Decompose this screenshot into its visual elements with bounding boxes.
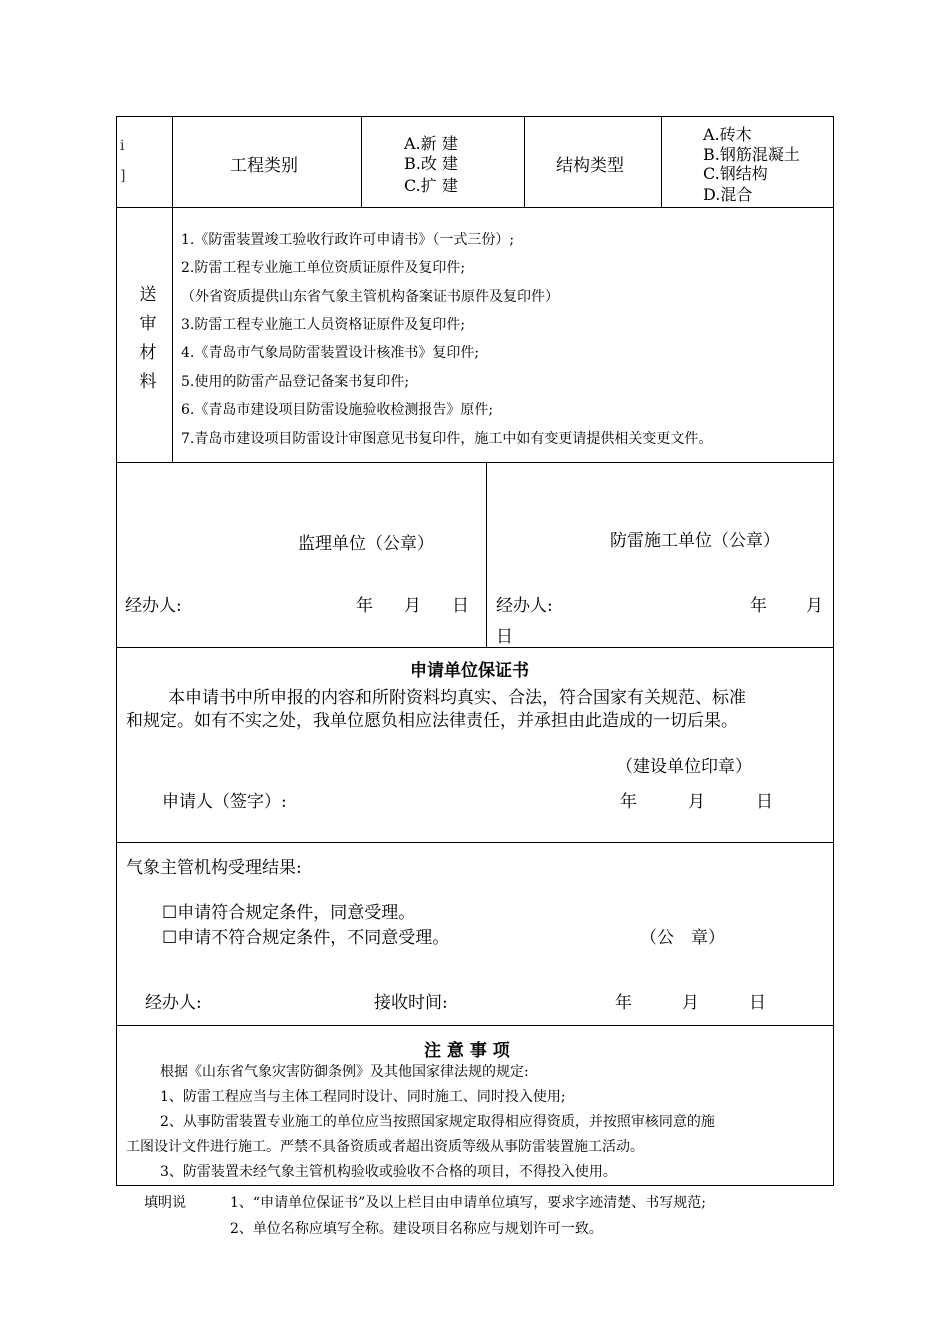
row-divider-5 — [116, 1025, 834, 1026]
material-item-4: 4.《青岛市气象局防雷装置设计核准书》复印件; — [181, 345, 480, 361]
notice-title: 注 意 事 项 — [424, 1041, 510, 1061]
side-char-3: 材 — [139, 343, 157, 363]
notice-intro: 根据《山东省气象灾害防御条例》及其他国家律法规的规定: — [160, 1064, 529, 1080]
guarantee-text-line1: 本申请书中所申报的内容和所附资料均真实、合法，符合国家有关规范、标准 — [168, 688, 746, 708]
guarantee-text-line2: 和规定。如有不实之处，我单位愿负相应法律责任，并承担由此造成的一切后果。 — [126, 711, 738, 731]
col-divider-2 — [361, 116, 362, 207]
row-divider-4 — [116, 842, 834, 843]
left-fragment-bottom: ] — [120, 168, 126, 184]
material-item-3: 3.防雷工程专业施工人员资格证原件及复印件; — [181, 317, 466, 333]
guarantee-day: 日 — [756, 792, 773, 812]
acceptance-year: 年 — [615, 993, 632, 1013]
material-item-1: 1.《防雷装置竣工验收行政许可申请书》（一式三份）; — [181, 232, 515, 248]
notice-item-1: 1、防雷工程应当与主体工程同时设计、同时施工、同时投入使用; — [160, 1089, 566, 1105]
side-char-1: 送 — [139, 285, 157, 305]
project-option-new: A.新 建 — [404, 134, 458, 153]
structure-option-steel: C.钢结构 — [703, 164, 768, 183]
construction-day: 日 — [496, 627, 513, 647]
acceptance-option-reject: ☐申请不符合规定条件，不同意受理。 — [162, 928, 450, 948]
material-item-2: 2.防雷工程专业施工单位资质证原件及复印件; — [181, 260, 466, 276]
notice-item-2-line1: 2、从事防雷装置专业施工的单位应当按照国家规定取得相应得资质，并按照审核同意的施 — [160, 1114, 715, 1130]
structure-option-concrete: B.钢筋混凝土 — [703, 145, 800, 164]
side-char-2: 审 — [139, 314, 157, 334]
receive-time-label: 接收时间: — [374, 993, 448, 1013]
left-fragment-top: i — [120, 138, 125, 154]
row-divider-3 — [116, 647, 834, 648]
construction-unit-seal: 防雷施工单位（公章） — [610, 531, 780, 551]
material-item-7: 7.青岛市建设项目防雷设计审图意见书复印件，施工中如有变更请提供相关变更文件。 — [181, 431, 713, 447]
supervisor-handler-label: 经办人: — [125, 596, 182, 616]
fill-instruction-2: 2、单位名称应填写全称。建设项目名称应与规划许可一致。 — [230, 1221, 603, 1237]
col-divider-4 — [661, 116, 662, 207]
project-option-expand: C.扩 建 — [404, 176, 458, 195]
side-char-4: 料 — [139, 372, 157, 392]
col-divider-1 — [172, 116, 173, 207]
acceptance-option-accept: ☐申请符合规定条件，同意受理。 — [162, 903, 416, 923]
notice-item-3: 3、防雷装置未经气象主管机构验收或验收不合格的项目，不得投入使用。 — [160, 1164, 617, 1180]
construction-year: 年 — [750, 596, 767, 616]
acceptance-title: 气象主管机构受理结果: — [126, 858, 302, 878]
materials-side-label — [138, 281, 158, 397]
col-divider-3 — [524, 116, 525, 207]
notice-item-2-line2: 工图设计文件进行施工。严禁不具备资质或者超出资质等级从事防雷装置施工活动。 — [126, 1139, 644, 1155]
acceptance-seal-label: （公 章） — [640, 928, 725, 948]
structure-option-brick-wood: A.砖木 — [703, 125, 752, 144]
materials-side-divider — [172, 207, 173, 462]
supervisor-year: 年 — [356, 596, 373, 616]
project-option-rebuild: B.改 建 — [404, 154, 458, 173]
material-item-6: 6.《青岛市建设项目防雷设施验收检测报告》原件; — [181, 402, 494, 418]
row-divider-2 — [116, 462, 834, 463]
guarantee-month: 月 — [688, 792, 705, 812]
supervisor-month: 月 — [404, 596, 421, 616]
material-item-2-note: （外省资质提供山东省气象主管机构备案证书原件及复印件） — [181, 289, 559, 305]
acceptance-handler-label: 经办人: — [145, 993, 202, 1013]
construction-month: 月 — [806, 596, 823, 616]
builder-seal-label: （建设单位印章） — [616, 757, 752, 777]
seals-divider — [486, 462, 487, 647]
fill-instructions-label: 填明说 — [144, 1195, 186, 1211]
guarantee-title: 申请单位保证书 — [410, 661, 529, 681]
structure-type-label: 结构类型 — [556, 156, 624, 176]
project-type-label: 工程类别 — [230, 156, 298, 176]
fill-instruction-1: 1、“申请单位保证书”及以上栏目由申请单位填写，要求字迹清楚、书写规范; — [230, 1195, 706, 1211]
acceptance-month: 月 — [682, 993, 699, 1013]
material-item-5: 5.使用的防雷产品登记备案书复印件; — [181, 374, 410, 390]
guarantee-year: 年 — [620, 792, 637, 812]
construction-handler-label: 经办人: — [496, 596, 553, 616]
applicant-signature-label: 申请人（签字）: — [162, 792, 287, 812]
acceptance-day: 日 — [749, 993, 766, 1013]
row-divider-1 — [116, 207, 834, 208]
supervisor-day: 日 — [452, 596, 469, 616]
supervisor-unit-seal: 监理单位（公章） — [298, 534, 434, 554]
structure-option-mixed: D.混合 — [703, 185, 753, 204]
